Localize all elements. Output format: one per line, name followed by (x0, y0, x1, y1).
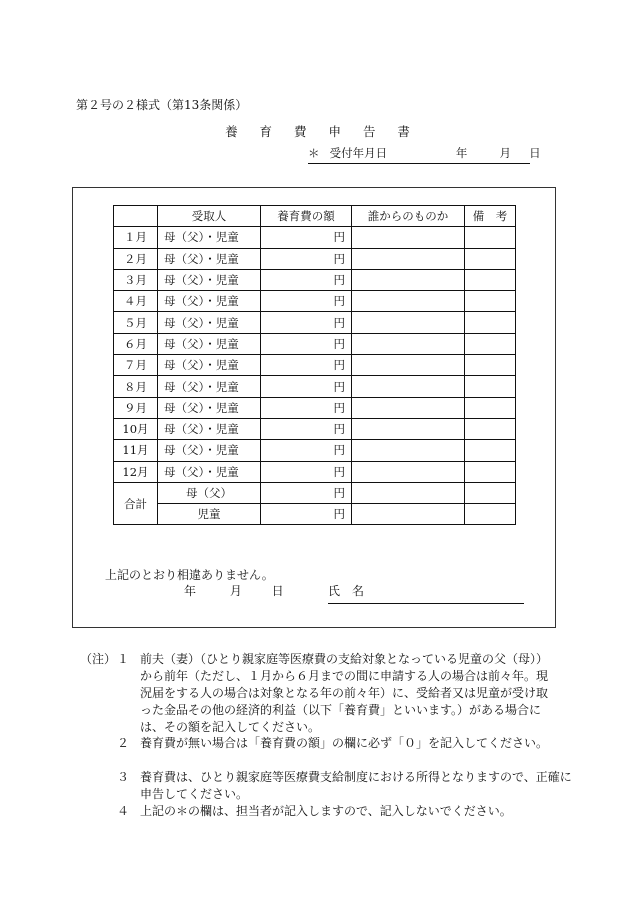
amount-cell[interactable]: 円 (261, 312, 352, 333)
from-whom-cell[interactable] (352, 418, 465, 439)
amount-cell[interactable]: 円 (261, 291, 352, 312)
month-row (114, 312, 516, 333)
amount-cell[interactable]: 円 (261, 376, 352, 397)
month-cell: ４月 (114, 291, 158, 312)
month-cell: ６月 (114, 333, 158, 354)
month-cell: 10月 (114, 418, 158, 439)
recipient-text: 母（父）・児童 (164, 315, 239, 330)
from-whom-cell[interactable] (352, 248, 465, 269)
recipient-text: 母（父）・児童 (164, 251, 239, 266)
note-number-4: ４ (117, 804, 130, 818)
remarks-cell[interactable] (465, 333, 516, 354)
notes-prefix: （注） (80, 652, 117, 666)
receipt-date-line (308, 145, 541, 164)
note-text-2: 養育費が無い場合は「養育費の額」の欄に必ず「０」を記入してください。 (140, 736, 549, 750)
total-label: 合計 (114, 482, 158, 525)
note-number-3: ３ (117, 770, 130, 784)
note-number-1: １ (117, 652, 130, 666)
amount-cell[interactable]: 円 (261, 418, 352, 439)
total-amount-parent[interactable]: 円 (261, 482, 352, 503)
recipient-text: 母（父）・児童 (164, 273, 239, 288)
recipient-text: 母（父）・児童 (164, 294, 239, 309)
recipient-text: 母（父）・児童 (164, 358, 239, 373)
from-whom-cell[interactable] (352, 227, 465, 248)
from-whom-cell[interactable] (352, 333, 465, 354)
from-whom-cell[interactable] (352, 461, 465, 482)
month-row (114, 376, 516, 397)
sign-day-label: 日 (271, 584, 284, 598)
total-from-child[interactable] (352, 504, 465, 525)
total-from-parent[interactable] (352, 482, 465, 503)
remarks-cell[interactable] (465, 269, 516, 290)
recipient-text: 母（父）・児童 (164, 230, 239, 245)
month-cell: ８月 (114, 376, 158, 397)
recipient-cell (158, 248, 261, 269)
amount-cell[interactable]: 円 (261, 440, 352, 461)
month-row (114, 440, 516, 461)
remarks-cell[interactable] (465, 227, 516, 248)
remarks-cell[interactable] (465, 418, 516, 439)
recipient-cell (158, 333, 261, 354)
month-cell: 11月 (114, 440, 158, 461)
month-cell: ９月 (114, 397, 158, 418)
header-recipient: 受取人 (158, 206, 261, 227)
remarks-cell[interactable] (465, 461, 516, 482)
amount-cell[interactable]: 円 (261, 355, 352, 376)
month-row (114, 291, 516, 312)
month-row (114, 248, 516, 269)
receipt-date-label: 受付年月日 (329, 146, 388, 160)
recipient-cell (158, 440, 261, 461)
note-text-4: 上記の＊の欄は、担当者が記入しますので、記入しないでください。 (140, 804, 512, 818)
sign-year-label: 年 (184, 584, 197, 598)
header-remarks: 備 考 (465, 206, 516, 227)
remarks-cell[interactable] (465, 291, 516, 312)
from-whom-cell[interactable] (352, 312, 465, 333)
month-cell: １月 (114, 227, 158, 248)
note-text-3: 養育費は、ひとり親家庭等医療費支給制度における所得となりますので、正確に申告してください。 (140, 770, 572, 801)
total-amount-child[interactable]: 円 (261, 504, 352, 525)
month-row (114, 418, 516, 439)
remarks-cell[interactable] (465, 355, 516, 376)
table-header-row (114, 206, 516, 227)
recipient-cell (158, 355, 261, 376)
receipt-year-label: 年 (455, 146, 468, 160)
header-month (114, 206, 158, 227)
amount-cell[interactable]: 円 (261, 397, 352, 418)
recipient-text: 母（父）・児童 (164, 336, 239, 351)
from-whom-cell[interactable] (352, 376, 465, 397)
recipient-cell (158, 269, 261, 290)
recipient-cell (158, 397, 261, 418)
remarks-cell[interactable] (465, 376, 516, 397)
month-row (114, 269, 516, 290)
total-recipient-parent: 母（父） (158, 482, 261, 503)
from-whom-cell[interactable] (352, 355, 465, 376)
amount-cell[interactable]: 円 (261, 461, 352, 482)
month-cell: ３月 (114, 269, 158, 290)
remarks-cell[interactable] (465, 397, 516, 418)
remarks-cell[interactable] (465, 312, 516, 333)
child-support-table (113, 205, 516, 525)
document-title: 養 育 費 申 告 書 (225, 124, 419, 139)
asterisk-mark: ＊ (308, 146, 320, 160)
receipt-day-label: 日 (529, 146, 541, 160)
recipient-text: 母（父）・児童 (164, 443, 239, 458)
recipient-cell (158, 291, 261, 312)
note-number-2: ２ (117, 736, 130, 750)
receipt-month-label: 月 (499, 146, 511, 160)
amount-cell[interactable]: 円 (261, 269, 352, 290)
sign-month-label: 月 (229, 584, 242, 598)
from-whom-cell[interactable] (352, 397, 465, 418)
recipient-text: 母（父）・児童 (164, 422, 239, 437)
recipient-cell (158, 312, 261, 333)
amount-cell[interactable]: 円 (261, 333, 352, 354)
month-cell: ７月 (114, 355, 158, 376)
month-row (114, 461, 516, 482)
name-field[interactable] (328, 582, 524, 604)
recipient-cell (158, 376, 261, 397)
month-cell: ５月 (114, 312, 158, 333)
declaration-text: 上記のとおり相違ありません。 (105, 568, 274, 582)
recipient-text: 母（父）・児童 (164, 379, 239, 394)
from-whom-cell[interactable] (352, 269, 465, 290)
month-row (114, 397, 516, 418)
recipient-cell (158, 461, 261, 482)
month-cell: 12月 (114, 461, 158, 482)
recipient-text: 母（父）・児童 (164, 400, 239, 415)
from-whom-cell[interactable] (352, 440, 465, 461)
header-amount: 養育費の額 (261, 206, 352, 227)
recipient-text: 母（父）・児童 (164, 464, 239, 479)
total-remarks-child[interactable] (465, 504, 516, 525)
month-row (114, 355, 516, 376)
signature-date (184, 582, 284, 599)
total-row-parent (114, 482, 516, 503)
month-row (114, 333, 516, 354)
month-row (114, 227, 516, 248)
note-text-1: 前夫（妻）（ひとり親家庭等医療費の支給対象となっている児童の父（母））から前年（ただし、１月から６月までの間に申請する人の場合は前々年。現況届をする人の場合は対象となる年の前々年）に、受給者又は児童が受け取った金品その他の経済的利益（以下「養育費」といいます。）がある場合には、その額を記入してください。 (140, 652, 549, 734)
amount-cell[interactable]: 円 (261, 227, 352, 248)
name-label: 氏 名 (328, 584, 365, 598)
month-cell: ２月 (114, 248, 158, 269)
form-number-label: 第２号の２様式（第13条関係） (76, 98, 248, 112)
total-row-child (114, 504, 516, 525)
amount-cell[interactable]: 円 (261, 248, 352, 269)
recipient-cell (158, 418, 261, 439)
remarks-cell[interactable] (465, 440, 516, 461)
total-recipient-child: 児童 (158, 504, 261, 525)
header-from-whom: 誰からのものか (352, 206, 465, 227)
from-whom-cell[interactable] (352, 291, 465, 312)
remarks-cell[interactable] (465, 248, 516, 269)
total-remarks-parent[interactable] (465, 482, 516, 503)
recipient-cell (158, 227, 261, 248)
